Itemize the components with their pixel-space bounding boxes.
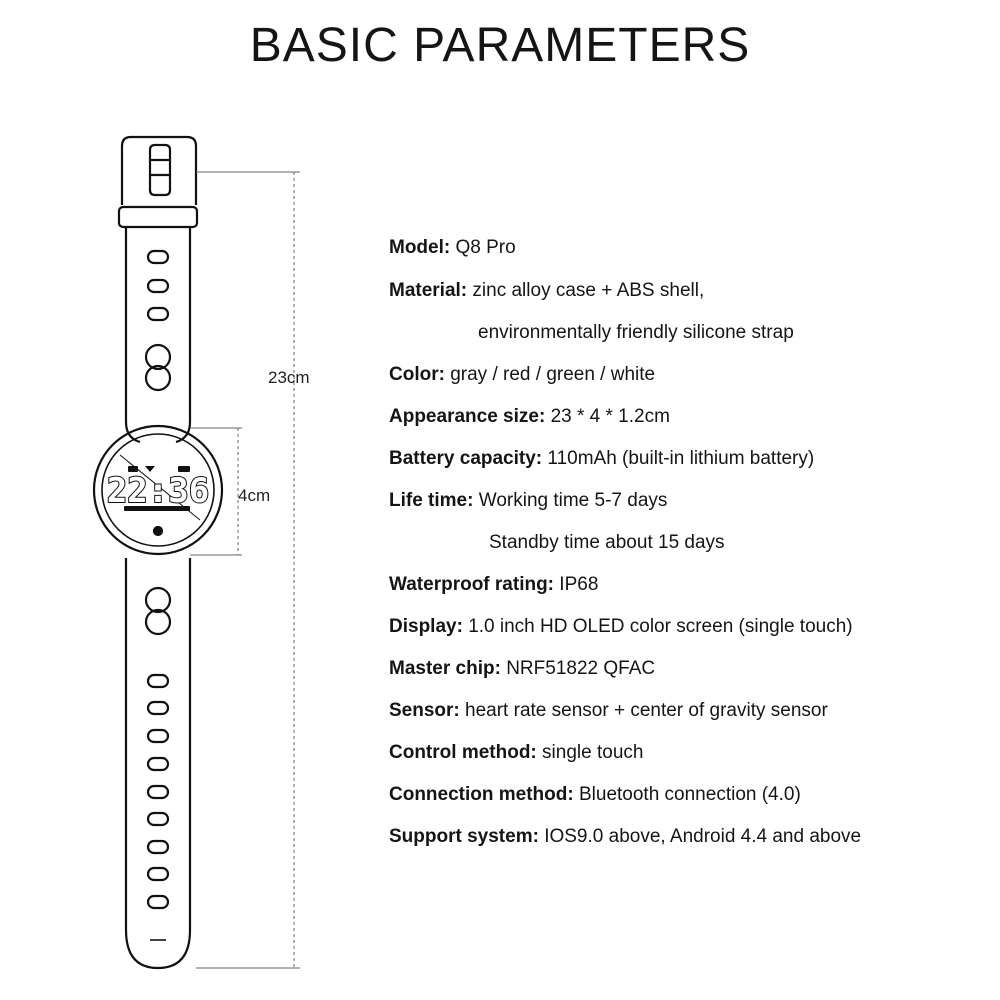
strap-rings-lower (146, 588, 170, 634)
page-title: BASIC PARAMETERS (249, 19, 751, 72)
spec-waterproof-rating: Waterproof rating: IP68 (389, 574, 599, 595)
strap-keeper (119, 207, 197, 227)
width-dimension-label: 4cm (238, 486, 271, 505)
spec-connection-method: Connection method: Bluetooth connection (4.0) (389, 784, 801, 805)
strap-holes-upper (148, 251, 168, 320)
upper-strap (126, 227, 190, 442)
spec-material: Material: zinc alloy case + ABS shell, (389, 280, 705, 301)
strap-holes-lower (148, 675, 168, 908)
spec-life-time-continued: Standby time about 15 days (489, 532, 725, 553)
spec-model: Model: Q8 Pro (389, 237, 516, 258)
length-dimension-label: 23cm (268, 368, 310, 387)
spec-sensor: Sensor: heart rate sensor + center of gravity sensor (389, 700, 828, 721)
spec-display: Display: 1.0 inch HD OLED color screen (single touch) (389, 616, 853, 637)
spec-color: Color: gray / red / green / white (389, 364, 656, 385)
spec-master-chip: Master chip: NRF51822 QFAC (389, 658, 656, 679)
spec-battery-capacity: Battery capacity: 110mAh (built-in lithium battery) (389, 448, 815, 469)
spec-life-time: Life time: Working time 5-7 days (389, 490, 668, 511)
spec-material-continued: environmentally friendly silicone strap (478, 322, 794, 343)
spec-appearance-size: Appearance size: 23 * 4 * 1.2cm (389, 406, 670, 427)
watch-button (154, 527, 162, 535)
watch-screen-time: 22:36 (106, 471, 210, 511)
lower-strap (126, 558, 190, 968)
buckle-pin (150, 145, 170, 195)
strap-rings-upper (146, 345, 170, 390)
spec-support-system: Support system: IOS9.0 above, Android 4.4 and above (389, 826, 862, 847)
spec-control-method: Control method: single touch (389, 742, 644, 763)
